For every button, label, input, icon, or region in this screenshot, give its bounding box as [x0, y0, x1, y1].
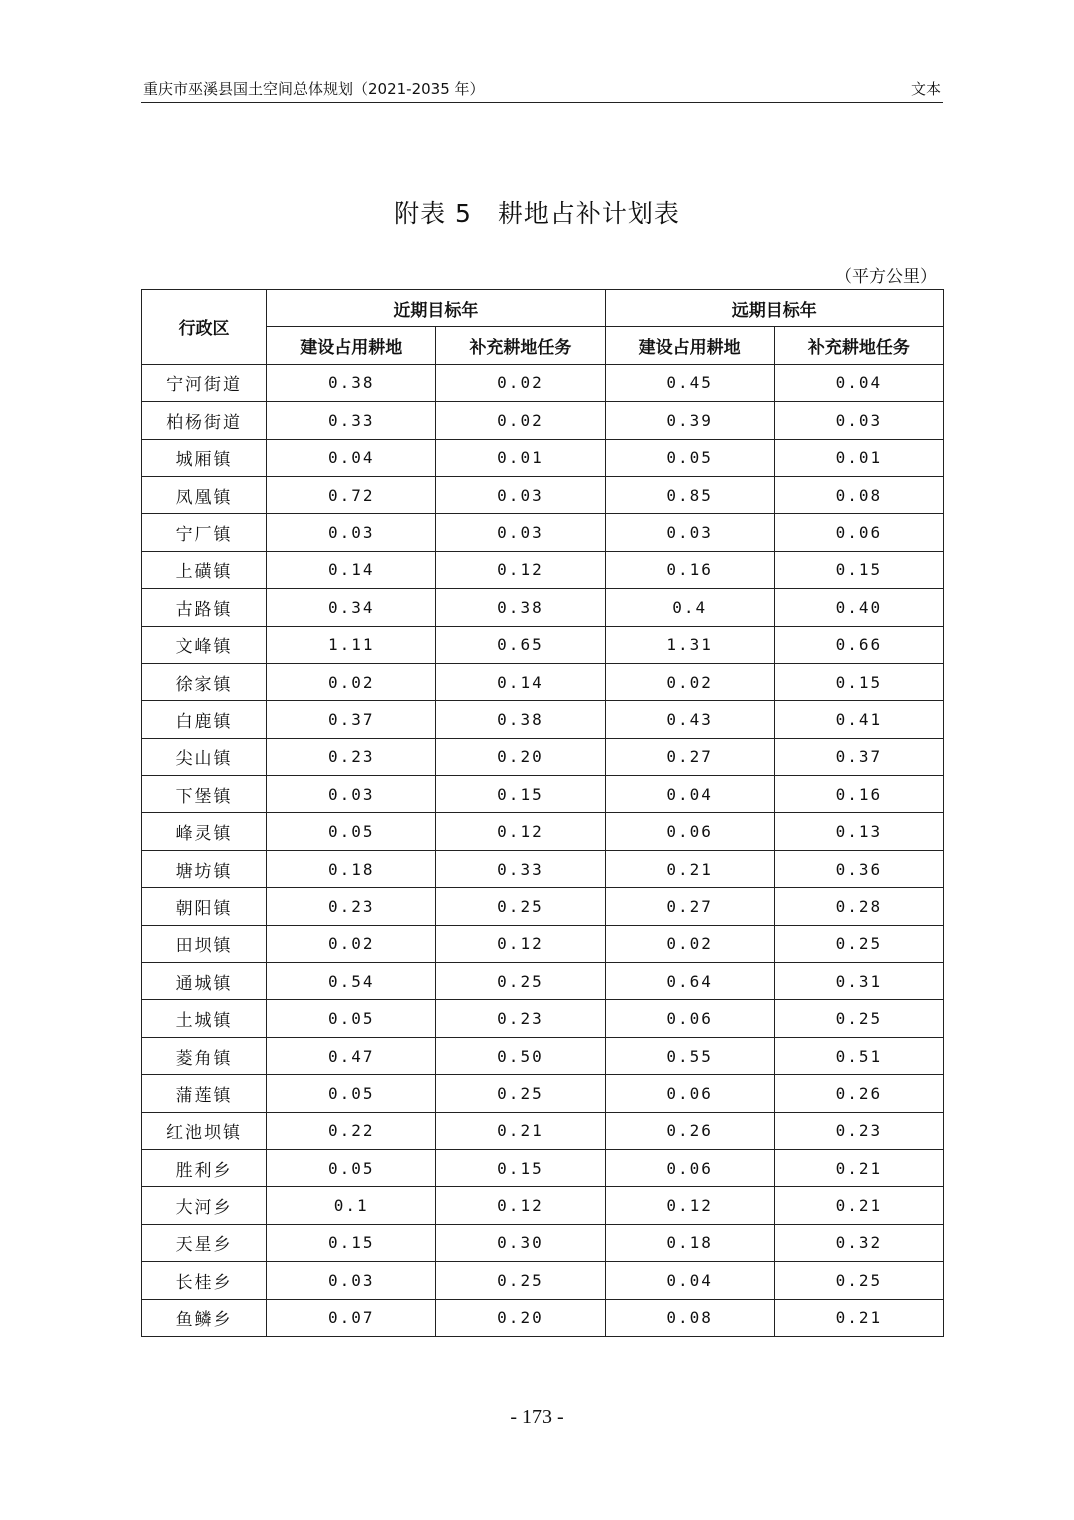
- group-header-far: 远期目标年: [605, 290, 943, 327]
- far-supp-cell: 0.03: [774, 402, 943, 439]
- region-cell: 长桂乡: [142, 1262, 267, 1299]
- unit-label: （平方公里）: [835, 267, 937, 287]
- far-supp-cell: 0.40: [774, 589, 943, 626]
- table-row: [142, 1149, 944, 1186]
- near-supp-cell: 0.02: [436, 364, 605, 401]
- near-supp-cell: 0.15: [436, 1149, 605, 1186]
- near-build-cell: 0.05: [267, 813, 436, 850]
- far-build-cell: 0.04: [605, 1262, 774, 1299]
- region-cell: 凤凰镇: [142, 476, 267, 513]
- far-supp-cell: 0.15: [774, 663, 943, 700]
- far-supp-cell: 0.66: [774, 626, 943, 663]
- near-build-cell: 0.03: [267, 514, 436, 551]
- near-supp-cell: 0.20: [436, 1299, 605, 1336]
- far-supp-cell: 0.16: [774, 776, 943, 813]
- table-row: [142, 1262, 944, 1299]
- near-supp-cell: 0.65: [436, 626, 605, 663]
- region-cell: 通城镇: [142, 963, 267, 1000]
- far-supp-cell: 0.21: [774, 1149, 943, 1186]
- table-row: [142, 1299, 944, 1336]
- table-row: [142, 1224, 944, 1261]
- far-supp-cell: 0.21: [774, 1299, 943, 1336]
- region-cell: 宁河街道: [142, 364, 267, 401]
- far-supp-cell: 0.28: [774, 888, 943, 925]
- near-build-cell: 0.07: [267, 1299, 436, 1336]
- table-row: [142, 626, 944, 663]
- region-cell: 菱角镇: [142, 1037, 267, 1074]
- col-header-near-supp: 补充耕地任务: [436, 327, 605, 364]
- near-supp-cell: 0.30: [436, 1224, 605, 1261]
- near-supp-cell: 0.33: [436, 850, 605, 887]
- table-row: [142, 589, 944, 626]
- region-cell: 文峰镇: [142, 626, 267, 663]
- far-supp-cell: 0.26: [774, 1075, 943, 1112]
- region-cell: 上磺镇: [142, 551, 267, 588]
- near-build-cell: 0.72: [267, 476, 436, 513]
- table-row: [142, 1112, 944, 1149]
- far-supp-cell: 0.37: [774, 738, 943, 775]
- near-build-cell: 0.15: [267, 1224, 436, 1261]
- region-cell: 天星乡: [142, 1224, 267, 1261]
- near-build-cell: 0.04: [267, 439, 436, 476]
- near-supp-cell: 0.25: [436, 888, 605, 925]
- near-build-cell: 0.23: [267, 888, 436, 925]
- near-supp-cell: 0.12: [436, 813, 605, 850]
- table-row: [142, 514, 944, 551]
- near-supp-cell: 0.25: [436, 1075, 605, 1112]
- far-build-cell: 0.64: [605, 963, 774, 1000]
- near-build-cell: 0.38: [267, 364, 436, 401]
- table-row: [142, 738, 944, 775]
- near-build-cell: 0.47: [267, 1037, 436, 1074]
- region-cell: 鱼鳞乡: [142, 1299, 267, 1336]
- near-supp-cell: 0.25: [436, 1262, 605, 1299]
- far-supp-cell: 0.25: [774, 1262, 943, 1299]
- col-header-near-build: 建设占用耕地: [267, 327, 436, 364]
- far-build-cell: 0.4: [605, 589, 774, 626]
- far-build-cell: 0.27: [605, 738, 774, 775]
- near-supp-cell: 0.38: [436, 589, 605, 626]
- far-supp-cell: 0.01: [774, 439, 943, 476]
- table-row: [142, 776, 944, 813]
- table-row: [142, 963, 944, 1000]
- region-cell: 红池坝镇: [142, 1112, 267, 1149]
- far-supp-cell: 0.41: [774, 701, 943, 738]
- near-supp-cell: 0.23: [436, 1000, 605, 1037]
- farmland-plan-table: [141, 289, 944, 1337]
- near-supp-cell: 0.25: [436, 963, 605, 1000]
- region-cell: 柏杨街道: [142, 402, 267, 439]
- page-number: - 173 -: [510, 1406, 564, 1428]
- table-row: [142, 439, 944, 476]
- table-row: [142, 476, 944, 513]
- near-supp-cell: 0.50: [436, 1037, 605, 1074]
- region-cell: 峰灵镇: [142, 813, 267, 850]
- region-cell: 古路镇: [142, 589, 267, 626]
- near-build-cell: 0.05: [267, 1075, 436, 1112]
- near-build-cell: 0.37: [267, 701, 436, 738]
- table-row: [142, 813, 944, 850]
- near-supp-cell: 0.03: [436, 476, 605, 513]
- table-row: [142, 364, 944, 401]
- far-build-cell: 0.21: [605, 850, 774, 887]
- far-supp-cell: 0.15: [774, 551, 943, 588]
- far-build-cell: 0.04: [605, 776, 774, 813]
- near-build-cell: 0.23: [267, 738, 436, 775]
- region-cell: 田坝镇: [142, 925, 267, 962]
- near-supp-cell: 0.01: [436, 439, 605, 476]
- far-build-cell: 0.26: [605, 1112, 774, 1149]
- near-build-cell: 0.02: [267, 663, 436, 700]
- far-build-cell: 0.43: [605, 701, 774, 738]
- far-build-cell: 0.03: [605, 514, 774, 551]
- col-header-far-build: 建设占用耕地: [605, 327, 774, 364]
- far-build-cell: 0.18: [605, 1224, 774, 1261]
- near-build-cell: 0.14: [267, 551, 436, 588]
- far-supp-cell: 0.32: [774, 1224, 943, 1261]
- region-cell: 下堡镇: [142, 776, 267, 813]
- far-build-cell: 0.06: [605, 813, 774, 850]
- near-supp-cell: 0.15: [436, 776, 605, 813]
- far-build-cell: 0.08: [605, 1299, 774, 1336]
- near-build-cell: 0.03: [267, 1262, 436, 1299]
- near-build-cell: 0.1: [267, 1187, 436, 1224]
- near-supp-cell: 0.14: [436, 663, 605, 700]
- far-supp-cell: 0.31: [774, 963, 943, 1000]
- region-cell: 朝阳镇: [142, 888, 267, 925]
- region-cell: 土城镇: [142, 1000, 267, 1037]
- col-header-far-supp: 补充耕地任务: [774, 327, 943, 364]
- near-supp-cell: 0.12: [436, 1187, 605, 1224]
- far-supp-cell: 0.06: [774, 514, 943, 551]
- far-build-cell: 0.06: [605, 1000, 774, 1037]
- table-row: [142, 850, 944, 887]
- table-row: [142, 551, 944, 588]
- table-row: [142, 1187, 944, 1224]
- group-header-near: 近期目标年: [267, 290, 605, 327]
- far-supp-cell: 0.25: [774, 925, 943, 962]
- region-cell: 大河乡: [142, 1187, 267, 1224]
- far-build-cell: 0.06: [605, 1075, 774, 1112]
- far-build-cell: 0.05: [605, 439, 774, 476]
- near-build-cell: 0.33: [267, 402, 436, 439]
- table-row: [142, 1000, 944, 1037]
- far-supp-cell: 0.21: [774, 1187, 943, 1224]
- region-cell: 城厢镇: [142, 439, 267, 476]
- near-supp-cell: 0.12: [436, 551, 605, 588]
- table-row: [142, 402, 944, 439]
- table-row: [142, 1037, 944, 1074]
- near-supp-cell: 0.03: [436, 514, 605, 551]
- section-label: 文本: [910, 80, 941, 98]
- near-build-cell: 0.05: [267, 1149, 436, 1186]
- far-supp-cell: 0.04: [774, 364, 943, 401]
- table-row: [142, 663, 944, 700]
- near-build-cell: 0.22: [267, 1112, 436, 1149]
- table-row: [142, 701, 944, 738]
- region-cell: 胜利乡: [142, 1149, 267, 1186]
- near-build-cell: 0.54: [267, 963, 436, 1000]
- table-row: [142, 1075, 944, 1112]
- far-supp-cell: 0.51: [774, 1037, 943, 1074]
- region-cell: 塘坊镇: [142, 850, 267, 887]
- near-build-cell: 0.34: [267, 589, 436, 626]
- far-build-cell: 0.55: [605, 1037, 774, 1074]
- far-build-cell: 0.85: [605, 476, 774, 513]
- far-supp-cell: 0.08: [774, 476, 943, 513]
- region-cell: 宁厂镇: [142, 514, 267, 551]
- region-cell: 尖山镇: [142, 738, 267, 775]
- far-build-cell: 0.27: [605, 888, 774, 925]
- near-build-cell: 0.03: [267, 776, 436, 813]
- page-header: [141, 72, 943, 103]
- region-cell: 白鹿镇: [142, 701, 267, 738]
- far-build-cell: 0.12: [605, 1187, 774, 1224]
- far-build-cell: 0.39: [605, 402, 774, 439]
- region-cell: 徐家镇: [142, 663, 267, 700]
- near-supp-cell: 0.38: [436, 701, 605, 738]
- near-supp-cell: 0.21: [436, 1112, 605, 1149]
- col-header-region: 行政区: [142, 290, 267, 365]
- far-build-cell: 0.45: [605, 364, 774, 401]
- near-build-cell: 0.02: [267, 925, 436, 962]
- document-title: 重庆市巫溪县国土空间总体规划（2021-2035 年）: [143, 80, 485, 98]
- near-supp-cell: 0.20: [436, 738, 605, 775]
- far-build-cell: 0.02: [605, 663, 774, 700]
- table-title: 附表 5 耕地占补计划表: [394, 199, 680, 228]
- near-build-cell: 1.11: [267, 626, 436, 663]
- far-build-cell: 0.06: [605, 1149, 774, 1186]
- far-build-cell: 1.31: [605, 626, 774, 663]
- far-supp-cell: 0.13: [774, 813, 943, 850]
- far-build-cell: 0.16: [605, 551, 774, 588]
- near-supp-cell: 0.12: [436, 925, 605, 962]
- near-supp-cell: 0.02: [436, 402, 605, 439]
- far-supp-cell: 0.25: [774, 1000, 943, 1037]
- near-build-cell: 0.05: [267, 1000, 436, 1037]
- near-build-cell: 0.18: [267, 850, 436, 887]
- far-build-cell: 0.02: [605, 925, 774, 962]
- table-row: [142, 888, 944, 925]
- far-supp-cell: 0.36: [774, 850, 943, 887]
- region-cell: 蒲莲镇: [142, 1075, 267, 1112]
- far-supp-cell: 0.23: [774, 1112, 943, 1149]
- table-body: [142, 364, 944, 1336]
- table-row: [142, 925, 944, 962]
